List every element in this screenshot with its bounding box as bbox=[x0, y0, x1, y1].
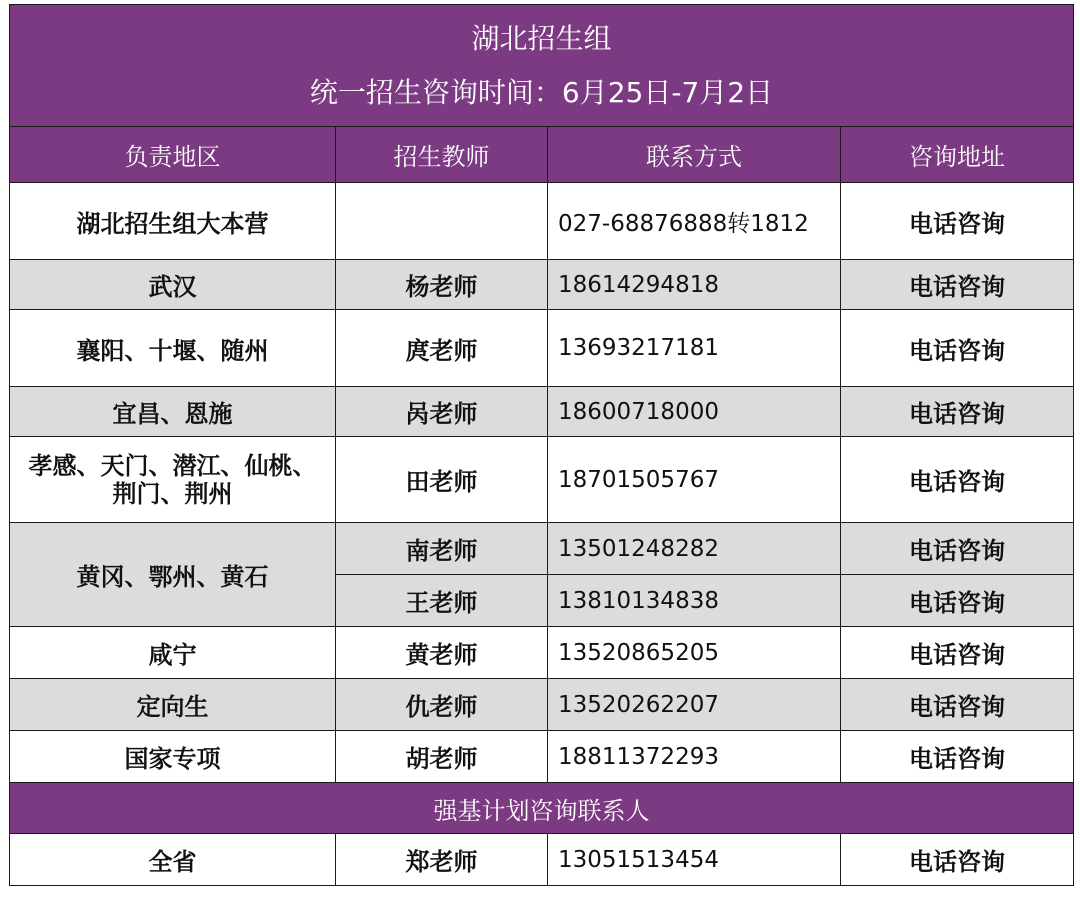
address-cell: 电话咨询 bbox=[841, 679, 1074, 731]
contact-cell: 13810134838 bbox=[548, 575, 841, 627]
teacher-cell: 黄老师 bbox=[336, 627, 548, 679]
table-row bbox=[10, 437, 1074, 523]
table-row bbox=[10, 627, 1074, 679]
contact-cell: 13520262207 bbox=[548, 679, 841, 731]
table-row bbox=[10, 260, 1074, 310]
address-cell: 电话咨询 bbox=[841, 437, 1074, 523]
address-cell: 电话咨询 bbox=[841, 834, 1074, 886]
contact-cell: 18701505767 bbox=[548, 437, 841, 523]
column-header-row bbox=[10, 127, 1074, 183]
table-row bbox=[10, 679, 1074, 731]
region-cell: 襄阳、十堰、随州 bbox=[10, 310, 336, 387]
teacher-cell bbox=[336, 183, 548, 260]
teacher-cell: 杨老师 bbox=[336, 260, 548, 310]
table-row bbox=[10, 310, 1074, 387]
region-cell: 定向生 bbox=[10, 679, 336, 731]
header-address: 咨询地址 bbox=[841, 127, 1074, 183]
region-cell bbox=[10, 437, 336, 523]
admissions-contact-table bbox=[9, 4, 1074, 886]
teacher-cell: 呙老师 bbox=[336, 387, 548, 437]
title-row bbox=[10, 5, 1074, 127]
teacher-cell: 庹老师 bbox=[336, 310, 548, 387]
region-cell: 国家专项 bbox=[10, 731, 336, 783]
contact-cell: 13520865205 bbox=[548, 627, 841, 679]
address-cell: 电话咨询 bbox=[841, 387, 1074, 437]
admissions-table-container bbox=[9, 4, 1073, 886]
region-cell: 武汉 bbox=[10, 260, 336, 310]
contact-cell: 13051513454 bbox=[548, 834, 841, 886]
region-cell: 全省 bbox=[10, 834, 336, 886]
region-cell: 黄冈、鄂州、黄石 bbox=[10, 523, 336, 627]
region-cell: 咸宁 bbox=[10, 627, 336, 679]
table-title-cell bbox=[10, 5, 1074, 127]
table-row bbox=[10, 387, 1074, 437]
region-line: 孝感、天门、潜江、仙桃、 bbox=[28, 451, 317, 480]
region-cell: 湖北招生组大本营 bbox=[10, 183, 336, 260]
teacher-cell: 南老师 bbox=[336, 523, 548, 575]
table-row bbox=[10, 731, 1074, 783]
contact-cell: 18600718000 bbox=[548, 387, 841, 437]
header-contact: 联系方式 bbox=[548, 127, 841, 183]
contact-cell: 027-68876888转1812 bbox=[548, 183, 841, 260]
strong-base-header-row bbox=[10, 783, 1074, 834]
strong-base-title: 强基计划咨询联系人 bbox=[10, 783, 1074, 834]
contact-cell: 18614294818 bbox=[548, 260, 841, 310]
teacher-cell: 郑老师 bbox=[336, 834, 548, 886]
region-cell: 宜昌、恩施 bbox=[10, 387, 336, 437]
header-region: 负责地区 bbox=[10, 127, 336, 183]
address-cell: 电话咨询 bbox=[841, 310, 1074, 387]
table-row bbox=[10, 523, 1074, 575]
address-cell: 电话咨询 bbox=[841, 523, 1074, 575]
table-row bbox=[10, 183, 1074, 260]
header-teacher: 招生教师 bbox=[336, 127, 548, 183]
teacher-cell: 胡老师 bbox=[336, 731, 548, 783]
address-cell: 电话咨询 bbox=[841, 575, 1074, 627]
consult-period: 统一招生咨询时间：6月25日-7月2日 bbox=[309, 75, 774, 109]
teacher-cell: 田老师 bbox=[336, 437, 548, 523]
contact-cell: 18811372293 bbox=[548, 731, 841, 783]
table-row bbox=[10, 834, 1074, 886]
address-cell: 电话咨询 bbox=[841, 183, 1074, 260]
contact-cell: 13693217181 bbox=[548, 310, 841, 387]
address-cell: 电话咨询 bbox=[841, 260, 1074, 310]
contact-cell: 13501248282 bbox=[548, 523, 841, 575]
region-line: 荆门、荆州 bbox=[112, 479, 233, 508]
table-title: 湖北招生组 bbox=[471, 21, 612, 55]
teacher-cell: 仇老师 bbox=[336, 679, 548, 731]
address-cell: 电话咨询 bbox=[841, 731, 1074, 783]
teacher-cell: 王老师 bbox=[336, 575, 548, 627]
address-cell: 电话咨询 bbox=[841, 627, 1074, 679]
